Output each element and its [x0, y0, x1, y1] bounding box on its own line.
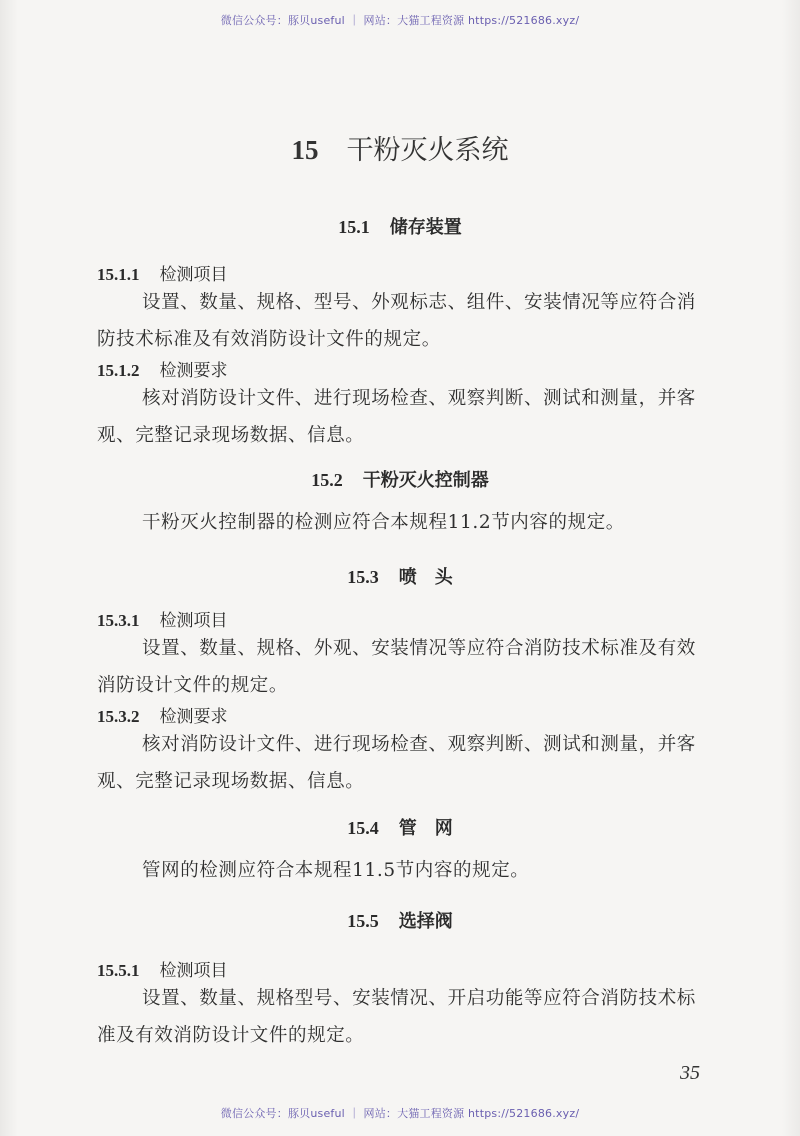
subsection-number: 15.1.2 — [97, 361, 140, 380]
watermark-top: 微信公众号：豚贝useful ｜ 网站：大猫工程资源 https://521686.xyz/ — [220, 14, 580, 27]
section-heading-15-4 — [0, 814, 800, 840]
section-number: 15.3 — [347, 567, 379, 587]
subsection-heading-15-1-2 — [97, 356, 228, 381]
chapter-title: 干粉灭火系统 — [346, 135, 509, 166]
paragraph-15-3-1: 设置、数量、规格、外观、安装情况等应符合消防技术标准及有效消防设计文件的规定。 — [97, 638, 696, 696]
subsection-title: 检测要求 — [159, 361, 228, 381]
section-heading-15-2 — [0, 466, 800, 492]
paragraph-15-5-1: 设置、数量、规格型号、安装情况、开启功能等应符合消防技术标准及有效消防设计文件的规定。 — [97, 988, 696, 1046]
paragraph-15-1-1: 设置、数量、规格、型号、外观标志、组件、安装情况等应符合消防技术标准及有效消防设计文件的规定。 — [97, 292, 696, 350]
subsection-number: 15.3.1 — [97, 611, 140, 630]
subsection-number: 15.3.2 — [97, 707, 140, 726]
paragraph-15-2: 干粉灭火控制器的检测应符合本规程11.2节内容的规定。 — [142, 512, 625, 533]
subsection-title: 检测项目 — [159, 611, 228, 631]
section-heading-15-3 — [0, 563, 800, 589]
section-title: 选择阀 — [398, 911, 453, 932]
subsection-title: 检测项目 — [159, 265, 228, 285]
subsection-title: 检测项目 — [159, 961, 228, 981]
paragraph-15-4: 管网的检测应符合本规程11.5节内容的规定。 — [142, 860, 530, 881]
subsection-number: 15.5.1 — [97, 961, 140, 980]
section-number: 15.4 — [347, 818, 379, 838]
subsection-heading-15-1-1 — [97, 260, 228, 285]
subsection-title: 检测要求 — [159, 707, 228, 727]
watermark-bottom: 微信公众号：豚贝useful ｜ 网站：大猫工程资源 https://521686.xyz/ — [220, 1107, 580, 1120]
chapter-heading — [0, 128, 800, 167]
section-title: 干粉灭火控制器 — [362, 470, 489, 491]
section-number: 15.2 — [311, 470, 343, 490]
paragraph-15-3-2: 核对消防设计文件、进行现场检查、观察判断、测试和测量，并客观、完整记录现场数据、信息。 — [97, 734, 696, 792]
section-number: 15.5 — [347, 911, 379, 931]
subsection-number: 15.1.1 — [97, 265, 140, 284]
section-heading-15-1 — [0, 213, 800, 239]
section-title: 储存装置 — [389, 217, 462, 238]
section-title: 喷 头 — [398, 567, 453, 588]
subsection-heading-15-3-2 — [97, 702, 228, 727]
section-heading-15-5 — [0, 907, 800, 933]
paragraph-15-1-2: 核对消防设计文件、进行现场检查、观察判断、测试和测量，并客观、完整记录现场数据、信息。 — [97, 388, 696, 446]
section-title: 管 网 — [398, 818, 453, 839]
subsection-heading-15-5-1 — [97, 956, 228, 981]
subsection-heading-15-3-1 — [97, 606, 228, 631]
section-number: 15.1 — [338, 217, 370, 237]
chapter-number: 15 — [291, 135, 319, 165]
page-number: 35 — [680, 1062, 700, 1084]
